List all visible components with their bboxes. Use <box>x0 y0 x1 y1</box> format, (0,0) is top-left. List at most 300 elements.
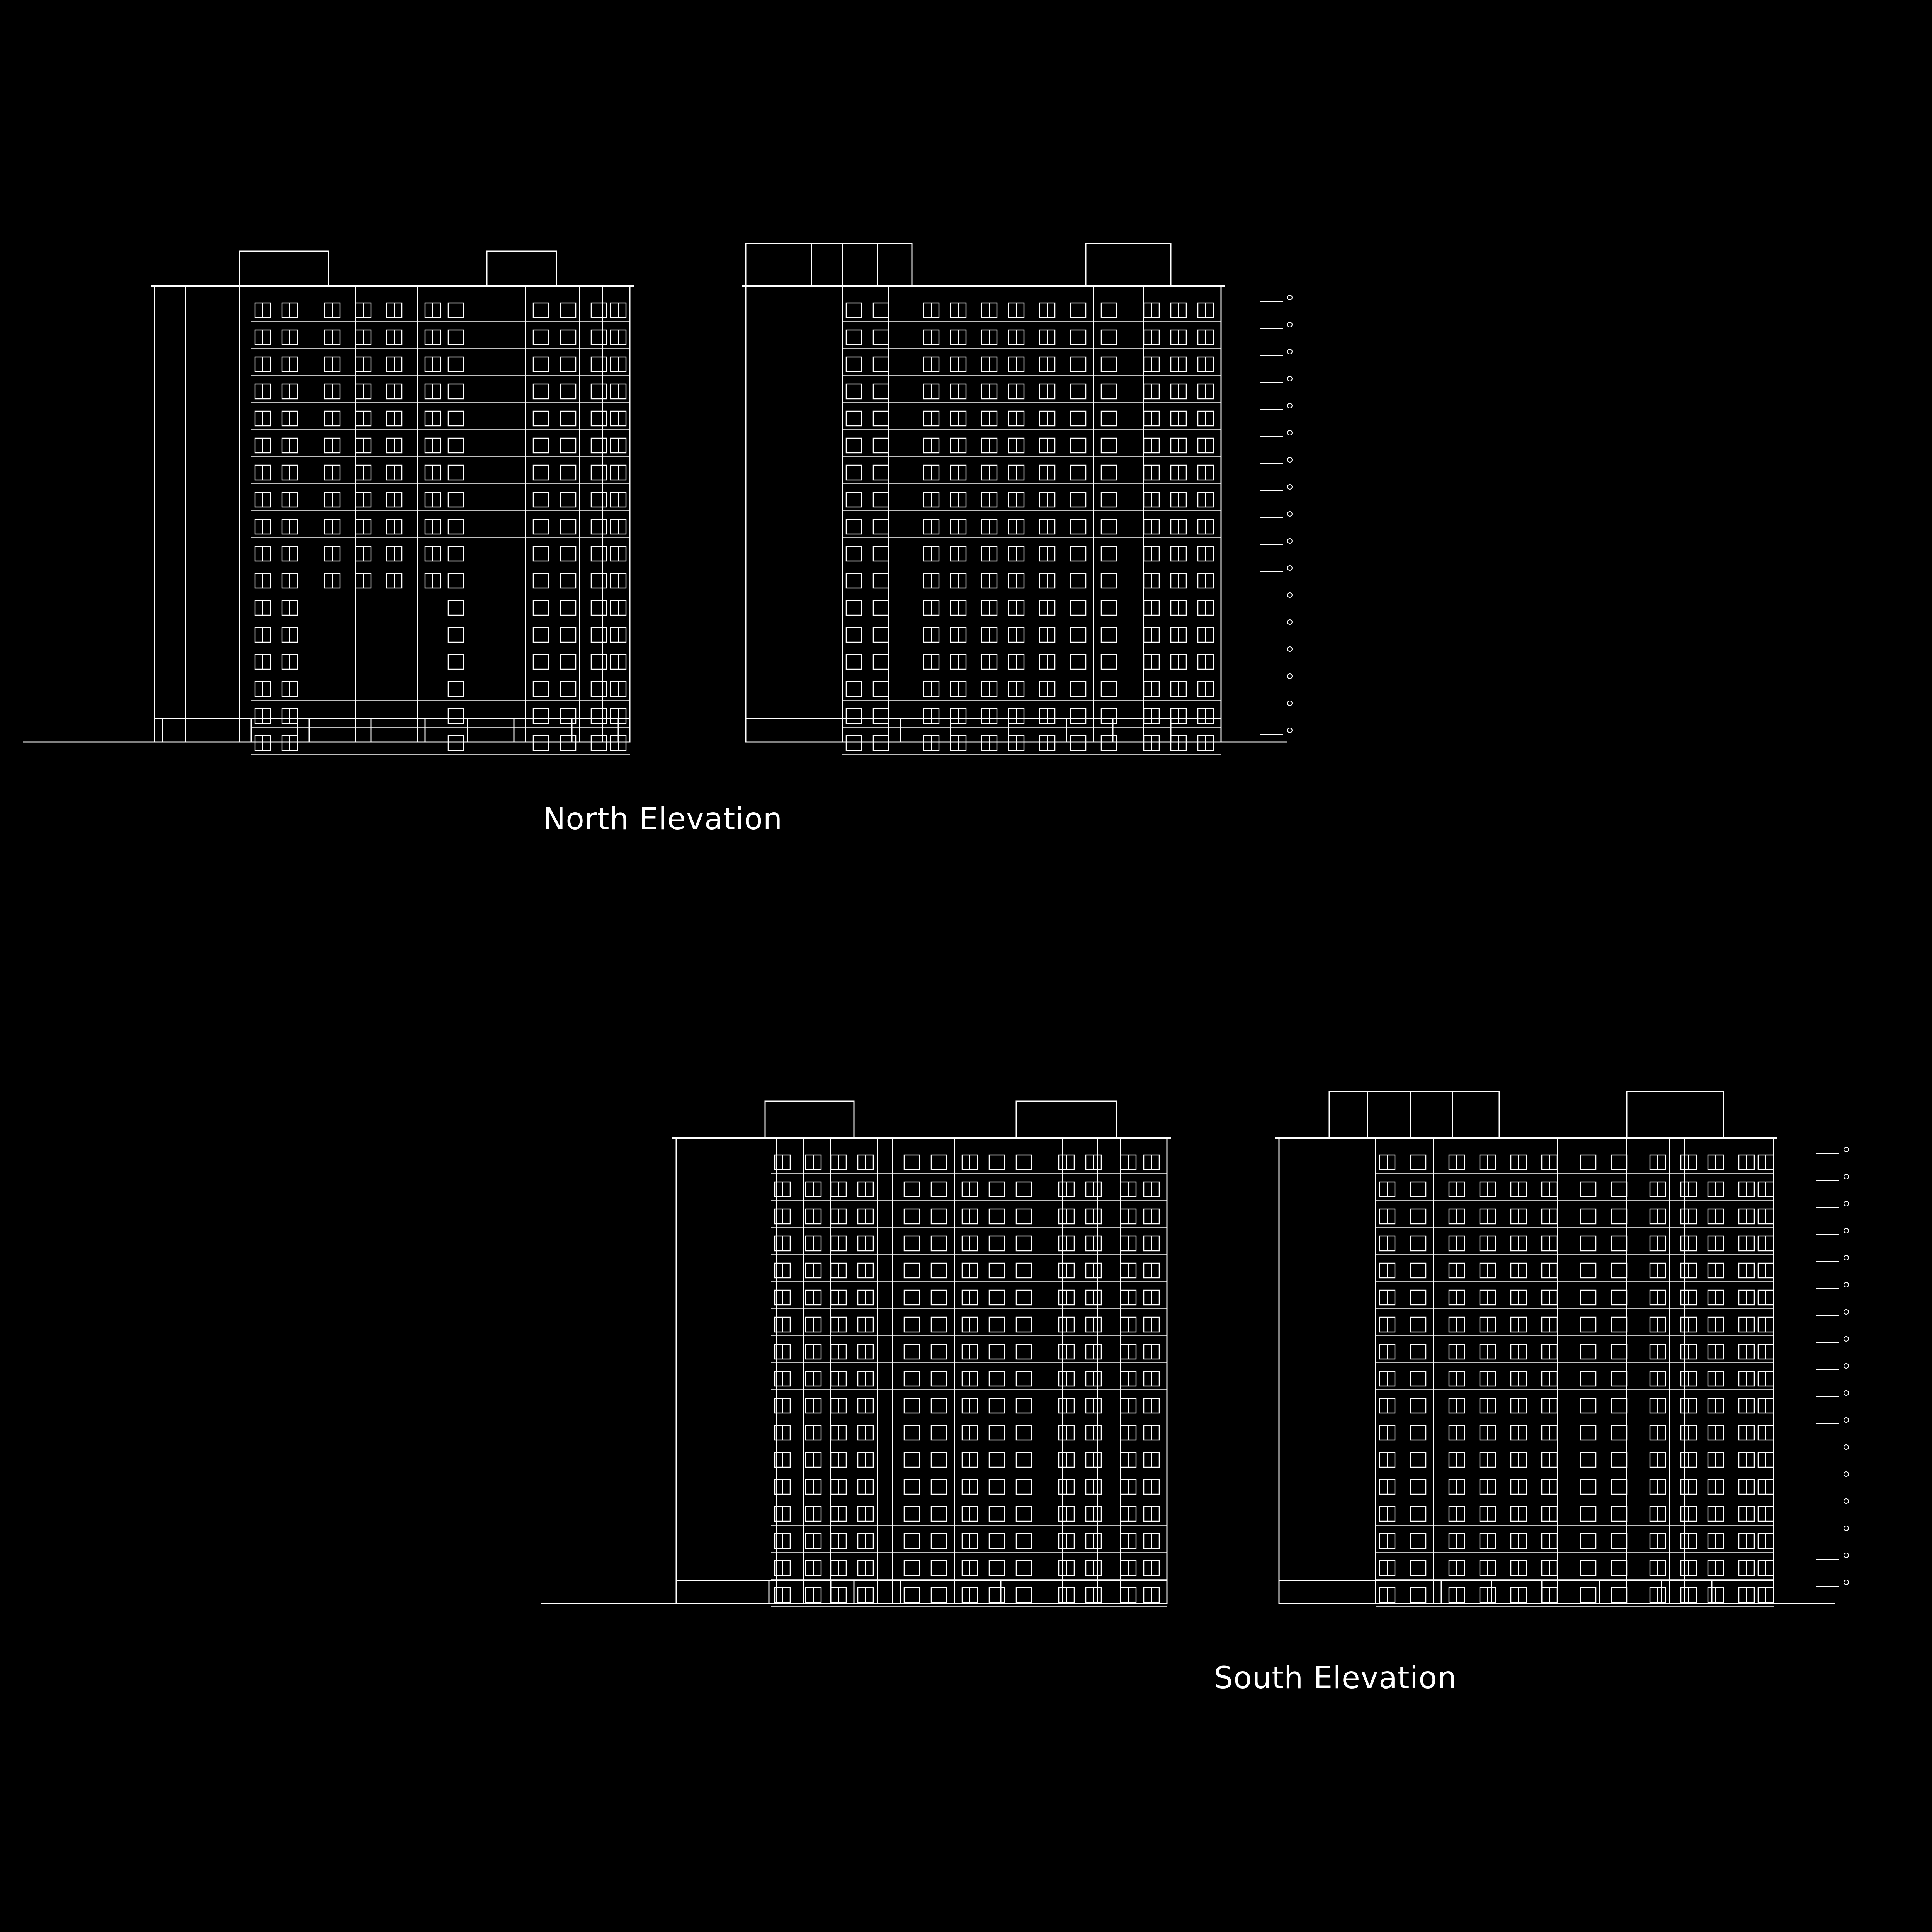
window <box>846 492 862 507</box>
window <box>1198 438 1213 453</box>
window <box>1016 1452 1032 1467</box>
window <box>1121 1398 1136 1413</box>
window <box>1086 1236 1101 1251</box>
window <box>1016 1534 1032 1548</box>
window <box>923 546 939 561</box>
window <box>923 519 939 534</box>
window <box>448 438 464 453</box>
level-marker <box>1260 647 1292 653</box>
window <box>533 303 549 318</box>
window <box>904 1290 920 1305</box>
window <box>989 1534 1005 1548</box>
window <box>1070 438 1086 453</box>
window <box>1379 1561 1395 1575</box>
window <box>1739 1561 1754 1575</box>
window <box>1016 1236 1032 1251</box>
window <box>904 1182 920 1197</box>
window <box>533 682 549 696</box>
window <box>1511 1290 1526 1305</box>
window <box>1144 736 1159 750</box>
window <box>989 1507 1005 1521</box>
window <box>448 682 464 696</box>
window <box>1198 519 1213 534</box>
window <box>846 438 862 453</box>
window <box>1101 600 1117 615</box>
window <box>560 709 576 723</box>
window <box>1121 1480 1136 1494</box>
window <box>981 303 997 318</box>
window <box>951 736 966 750</box>
window <box>1101 628 1117 642</box>
window <box>1016 1209 1032 1224</box>
window <box>255 546 270 561</box>
level-marker <box>1260 512 1292 518</box>
window <box>962 1236 978 1251</box>
level-marker <box>1260 322 1292 328</box>
window <box>448 709 464 723</box>
window <box>1681 1561 1696 1575</box>
window <box>325 465 340 480</box>
window <box>1070 736 1086 750</box>
window <box>1542 1290 1557 1305</box>
window <box>1580 1480 1596 1494</box>
window <box>386 303 402 318</box>
window <box>1009 519 1024 534</box>
window <box>1580 1182 1596 1197</box>
window <box>386 357 402 372</box>
level-symbol <box>1844 1310 1849 1314</box>
window <box>611 628 626 642</box>
window <box>1681 1182 1696 1197</box>
window <box>1480 1155 1495 1170</box>
window <box>873 736 889 750</box>
window <box>386 519 402 534</box>
window <box>1039 330 1055 345</box>
window <box>858 1344 873 1359</box>
window <box>591 600 607 615</box>
window <box>386 573 402 588</box>
window <box>1144 438 1159 453</box>
window <box>831 1534 846 1548</box>
window <box>923 411 939 426</box>
level-symbol <box>1844 1553 1849 1558</box>
window <box>1144 655 1159 669</box>
window <box>533 736 549 750</box>
window <box>1410 1290 1426 1305</box>
level-marker <box>1260 701 1292 707</box>
window <box>1198 709 1213 723</box>
window <box>962 1507 978 1521</box>
window <box>1542 1182 1557 1197</box>
window <box>1611 1588 1627 1602</box>
window <box>591 655 607 669</box>
window <box>1059 1534 1074 1548</box>
window <box>1511 1236 1526 1251</box>
level-marker <box>1260 620 1292 626</box>
window <box>806 1155 821 1170</box>
window <box>591 736 607 750</box>
window <box>989 1236 1005 1251</box>
window <box>1086 1398 1101 1413</box>
window <box>931 1290 947 1305</box>
window <box>1144 1398 1159 1413</box>
window <box>560 573 576 588</box>
window <box>255 492 270 507</box>
window <box>951 438 966 453</box>
window <box>981 492 997 507</box>
window <box>425 519 440 534</box>
window <box>1121 1263 1136 1278</box>
window <box>560 303 576 318</box>
window <box>1449 1344 1464 1359</box>
window <box>1611 1263 1627 1278</box>
window <box>1580 1452 1596 1467</box>
window <box>1650 1452 1665 1467</box>
level-symbol <box>1287 457 1292 462</box>
window <box>1650 1371 1665 1386</box>
window <box>1449 1371 1464 1386</box>
level-marker <box>1816 1255 1849 1262</box>
window <box>831 1344 846 1359</box>
window <box>806 1182 821 1197</box>
window <box>1542 1425 1557 1440</box>
window <box>591 628 607 642</box>
window <box>1379 1507 1395 1521</box>
window <box>951 519 966 534</box>
window <box>1059 1209 1074 1224</box>
window <box>858 1398 873 1413</box>
window <box>831 1317 846 1332</box>
window <box>1511 1561 1526 1575</box>
window <box>831 1236 846 1251</box>
window <box>1009 384 1024 399</box>
window <box>904 1507 920 1521</box>
window <box>1410 1561 1426 1575</box>
level-symbol <box>1844 1445 1849 1449</box>
window <box>1059 1344 1074 1359</box>
window <box>1101 465 1117 480</box>
window <box>448 384 464 399</box>
window <box>1542 1588 1557 1602</box>
window <box>923 384 939 399</box>
window <box>560 330 576 345</box>
window <box>1480 1398 1495 1413</box>
window <box>873 682 889 696</box>
window <box>560 736 576 750</box>
window <box>255 682 270 696</box>
window <box>873 303 889 318</box>
window <box>846 519 862 534</box>
window <box>611 682 626 696</box>
level-marker <box>1816 1228 1849 1235</box>
window <box>1542 1371 1557 1386</box>
window <box>931 1452 947 1467</box>
window <box>1039 655 1055 669</box>
level-symbol <box>1287 620 1292 624</box>
window <box>1070 519 1086 534</box>
window <box>1009 438 1024 453</box>
north-elevation-drawing <box>23 243 1292 754</box>
window <box>1171 384 1186 399</box>
level-marker <box>1260 485 1292 491</box>
window <box>858 1480 873 1494</box>
window <box>1511 1182 1526 1197</box>
window <box>873 357 889 372</box>
window <box>1542 1480 1557 1494</box>
window <box>951 573 966 588</box>
rooftop-structure <box>765 1101 854 1138</box>
window <box>1410 1371 1426 1386</box>
window <box>1580 1263 1596 1278</box>
window <box>846 384 862 399</box>
window <box>858 1236 873 1251</box>
level-marker <box>1260 295 1292 301</box>
window <box>1410 1452 1426 1467</box>
window <box>1681 1290 1696 1305</box>
window <box>1739 1425 1754 1440</box>
window <box>858 1209 873 1224</box>
window <box>1681 1480 1696 1494</box>
window <box>1144 709 1159 723</box>
window <box>846 682 862 696</box>
window <box>425 303 440 318</box>
window <box>904 1534 920 1548</box>
window <box>989 1344 1005 1359</box>
window <box>858 1263 873 1278</box>
window <box>591 519 607 534</box>
window <box>1059 1236 1074 1251</box>
window <box>962 1155 978 1170</box>
window <box>282 546 298 561</box>
rooftop-box <box>1016 1101 1117 1138</box>
window <box>1739 1534 1754 1548</box>
window <box>282 519 298 534</box>
rooftop-box <box>1627 1092 1723 1138</box>
window <box>1739 1317 1754 1332</box>
window <box>591 465 607 480</box>
window <box>1144 1534 1159 1548</box>
window <box>981 600 997 615</box>
level-symbol <box>1287 674 1292 679</box>
level-marker <box>1816 1282 1849 1289</box>
window <box>1144 1507 1159 1521</box>
window <box>1449 1588 1464 1602</box>
window <box>831 1290 846 1305</box>
window <box>931 1398 947 1413</box>
window <box>1059 1398 1074 1413</box>
window <box>1101 573 1117 588</box>
window <box>1611 1182 1627 1197</box>
window <box>1101 736 1117 750</box>
level-symbol <box>1844 1282 1849 1287</box>
window <box>1542 1534 1557 1548</box>
window <box>1410 1398 1426 1413</box>
window <box>1198 384 1213 399</box>
window <box>325 546 340 561</box>
window <box>1379 1344 1395 1359</box>
window <box>1171 546 1186 561</box>
window <box>858 1507 873 1521</box>
window <box>904 1561 920 1575</box>
window <box>806 1480 821 1494</box>
window <box>1379 1452 1395 1467</box>
window <box>1739 1155 1754 1170</box>
window <box>1611 1236 1627 1251</box>
window <box>931 1561 947 1575</box>
window <box>1198 492 1213 507</box>
window <box>831 1480 846 1494</box>
level-symbol <box>1844 1147 1849 1152</box>
window <box>1708 1155 1723 1170</box>
window <box>425 573 440 588</box>
window <box>1144 628 1159 642</box>
window <box>282 411 298 426</box>
window <box>533 628 549 642</box>
window <box>904 1209 920 1224</box>
window <box>1611 1534 1627 1548</box>
window <box>1009 465 1024 480</box>
window <box>1101 655 1117 669</box>
window <box>1580 1588 1596 1602</box>
window <box>355 573 371 588</box>
window <box>1198 411 1213 426</box>
window <box>1708 1507 1723 1521</box>
window <box>282 573 298 588</box>
window <box>904 1263 920 1278</box>
rooftop-box <box>487 251 556 286</box>
window <box>1171 682 1186 696</box>
window <box>873 492 889 507</box>
window <box>1144 546 1159 561</box>
window <box>1059 1425 1074 1440</box>
window <box>1708 1371 1723 1386</box>
window <box>931 1344 947 1359</box>
window <box>873 330 889 345</box>
rooftop-structure <box>1086 243 1171 286</box>
window <box>858 1561 873 1575</box>
rooftop-structure <box>1627 1092 1723 1138</box>
window <box>255 303 270 318</box>
window <box>1542 1398 1557 1413</box>
window <box>1681 1209 1696 1224</box>
window <box>951 465 966 480</box>
level-marker <box>1260 593 1292 599</box>
window <box>255 736 270 750</box>
window <box>806 1236 821 1251</box>
window <box>923 492 939 507</box>
window <box>962 1480 978 1494</box>
window <box>962 1371 978 1386</box>
level-symbol <box>1287 728 1292 733</box>
level-symbol <box>1844 1391 1849 1395</box>
window <box>255 709 270 723</box>
window <box>1009 303 1024 318</box>
window <box>858 1182 873 1197</box>
window <box>904 1344 920 1359</box>
window <box>1410 1507 1426 1521</box>
window <box>1511 1155 1526 1170</box>
window <box>1070 655 1086 669</box>
window <box>1542 1209 1557 1224</box>
window <box>858 1534 873 1548</box>
window <box>1611 1507 1627 1521</box>
window <box>873 384 889 399</box>
window <box>1708 1236 1723 1251</box>
level-symbol <box>1844 1337 1849 1341</box>
level-symbol <box>1287 376 1292 381</box>
level-marker <box>1816 1147 1849 1153</box>
window <box>1650 1263 1665 1278</box>
window <box>611 492 626 507</box>
window <box>1016 1371 1032 1386</box>
window <box>1379 1263 1395 1278</box>
window <box>1410 1182 1426 1197</box>
window <box>1758 1480 1774 1494</box>
window <box>904 1425 920 1440</box>
podium <box>746 719 1221 742</box>
window <box>1144 1155 1159 1170</box>
window <box>989 1588 1005 1602</box>
window <box>1449 1425 1464 1440</box>
window <box>1039 519 1055 534</box>
window <box>989 1452 1005 1467</box>
window <box>448 465 464 480</box>
window <box>1611 1425 1627 1440</box>
window <box>386 330 402 345</box>
window <box>282 357 298 372</box>
window <box>846 357 862 372</box>
rooftop-box <box>746 243 912 286</box>
level-symbol <box>1287 701 1292 706</box>
window <box>325 357 340 372</box>
north-elevation-left-block <box>23 251 634 754</box>
level-marker <box>1816 1580 1849 1586</box>
window <box>1511 1534 1526 1548</box>
facade-outline <box>155 286 630 742</box>
window <box>806 1507 821 1521</box>
window <box>1016 1507 1032 1521</box>
rooftop-box <box>240 251 328 286</box>
window <box>1611 1209 1627 1224</box>
window <box>1758 1209 1774 1224</box>
window <box>1101 492 1117 507</box>
window <box>1070 411 1086 426</box>
window <box>1758 1507 1774 1521</box>
window <box>282 600 298 615</box>
window <box>1171 573 1186 588</box>
window <box>989 1398 1005 1413</box>
window <box>1059 1561 1074 1575</box>
window <box>1480 1507 1495 1521</box>
rooftop-box <box>765 1101 854 1138</box>
window <box>846 411 862 426</box>
window <box>1511 1371 1526 1386</box>
window <box>1039 736 1055 750</box>
window <box>1039 357 1055 372</box>
window <box>923 303 939 318</box>
window <box>1009 600 1024 615</box>
window <box>1059 1182 1074 1197</box>
window <box>1511 1480 1526 1494</box>
window <box>1171 357 1186 372</box>
window <box>951 357 966 372</box>
window <box>846 736 862 750</box>
window <box>282 628 298 642</box>
window <box>989 1371 1005 1386</box>
window <box>1480 1182 1495 1197</box>
window <box>611 573 626 588</box>
window <box>1580 1534 1596 1548</box>
